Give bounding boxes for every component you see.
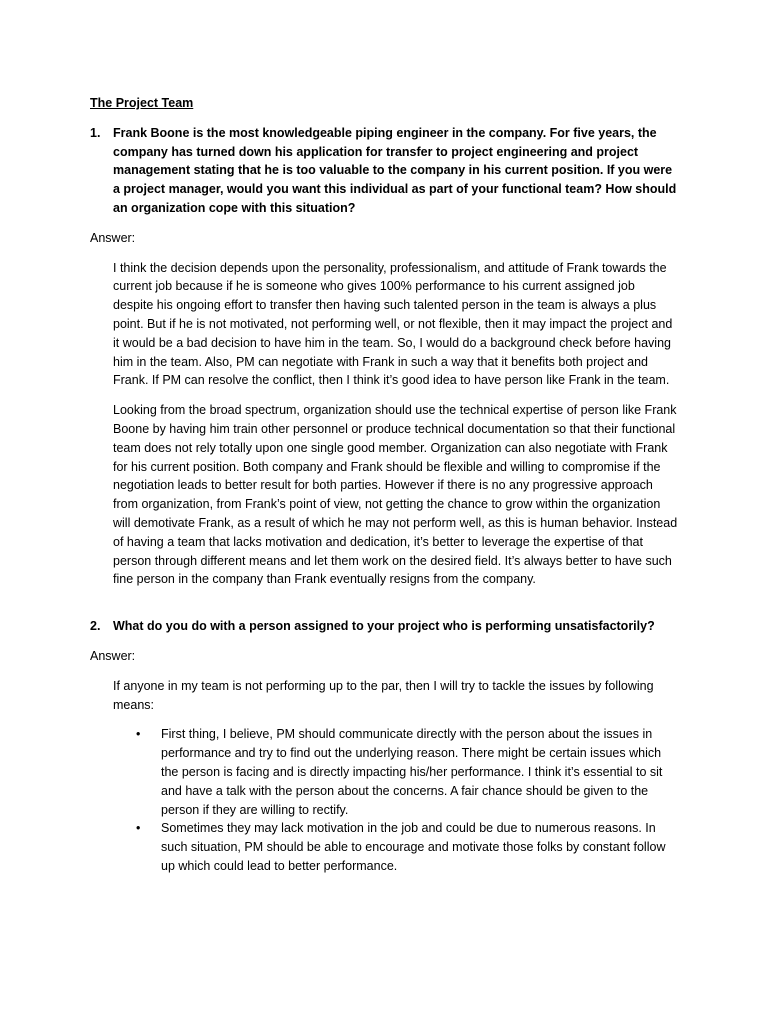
bullet-icon: •: [136, 821, 141, 836]
question-1-text: Frank Boone is the most knowledgeable piping engineer in the company. For five years, the company has turned down his application for transfer to project engineering and project management stating that he is too valuable to the company in his current position. If you were a project manager, would you want this individual as part of your functional team? How should an organization cope with this situation?: [113, 125, 677, 215]
answer-2-intro: If anyone in my team is not performing up to the par, then I will try to tackle the issues by following means:: [113, 678, 654, 712]
bullet-icon: •: [136, 727, 141, 742]
bullet-text: First thing, I believe, PM should communicate directly with the person about the issues in performance and try to find out the underlying reason. There might be certain issues which the person is facing and is directly impacting his/her performance. I think it’s essential to sit and have a talk with the person about the concerns. A fair chance should be given to the person if they are willing to rectify.: [161, 727, 663, 817]
list-item: [113, 725, 678, 819]
answer-1-label: Answer:: [90, 230, 136, 245]
question-2: [90, 617, 678, 636]
question-2-number: 2.: [90, 619, 101, 634]
answer-2-label: Answer:: [90, 648, 136, 663]
answer-1-paragraph-2: Looking from the broad spectrum, organization should use the technical expertise of person like Frank Boone by having him train other personnel or produce technical documentation so that their functional team does not rely totally upon one single good member. Organization can also negotiate with Frank for his current position. Both company and Frank should be flexible and willing to compromise if the negotiation leads to better result for both parties. However if there is no any progressive approach from organization, from Frank’s point of view, not getting the chance to grow within the organization will demotivate Frank, as a result of which he may not perform well, as this is human behavior. Instead of having a team that lacks motivation and dedication, it’s better to leverage the expertise of that person through different means and let them work on the desired field. It’s always better to have such fine person in the company than Frank eventually resigns from the company.: [113, 403, 678, 587]
bullet-text: Sometimes they may lack motivation in the job and could be due to numerous reasons. In such situation, PM should be able to encourage and motivate those folks by constant follow up which could lead to better performance.: [161, 821, 666, 873]
answer-1-paragraph-1: I think the decision depends upon the personality, professionalism, and attitude of Frank towards the current job because if he is someone who gives 100% performance to his current assigned job despite his ongoing effort to transfer then having such talented person in the team is always a plus point. But if he is not motivated, not performing well, or not flexible, then it may impact the project and it would be a bad decision to have him in the team. So, I would do a background check before having him in the team. Also, PM can negotiate with Frank in such a way that it benefits both project and Frank. If PM can resolve the conflict, then I think it’s good idea to have person like Frank in the team.: [113, 260, 673, 388]
question-2-text: What do you do with a person assigned to your project who is performing unsatisfactorily?: [113, 619, 655, 634]
question-1-number: 1.: [90, 125, 101, 140]
document-title: The Project Team: [90, 96, 194, 110]
question-1: [90, 124, 678, 218]
answer-2-bullet-list: [113, 725, 678, 875]
list-item: [113, 819, 678, 875]
